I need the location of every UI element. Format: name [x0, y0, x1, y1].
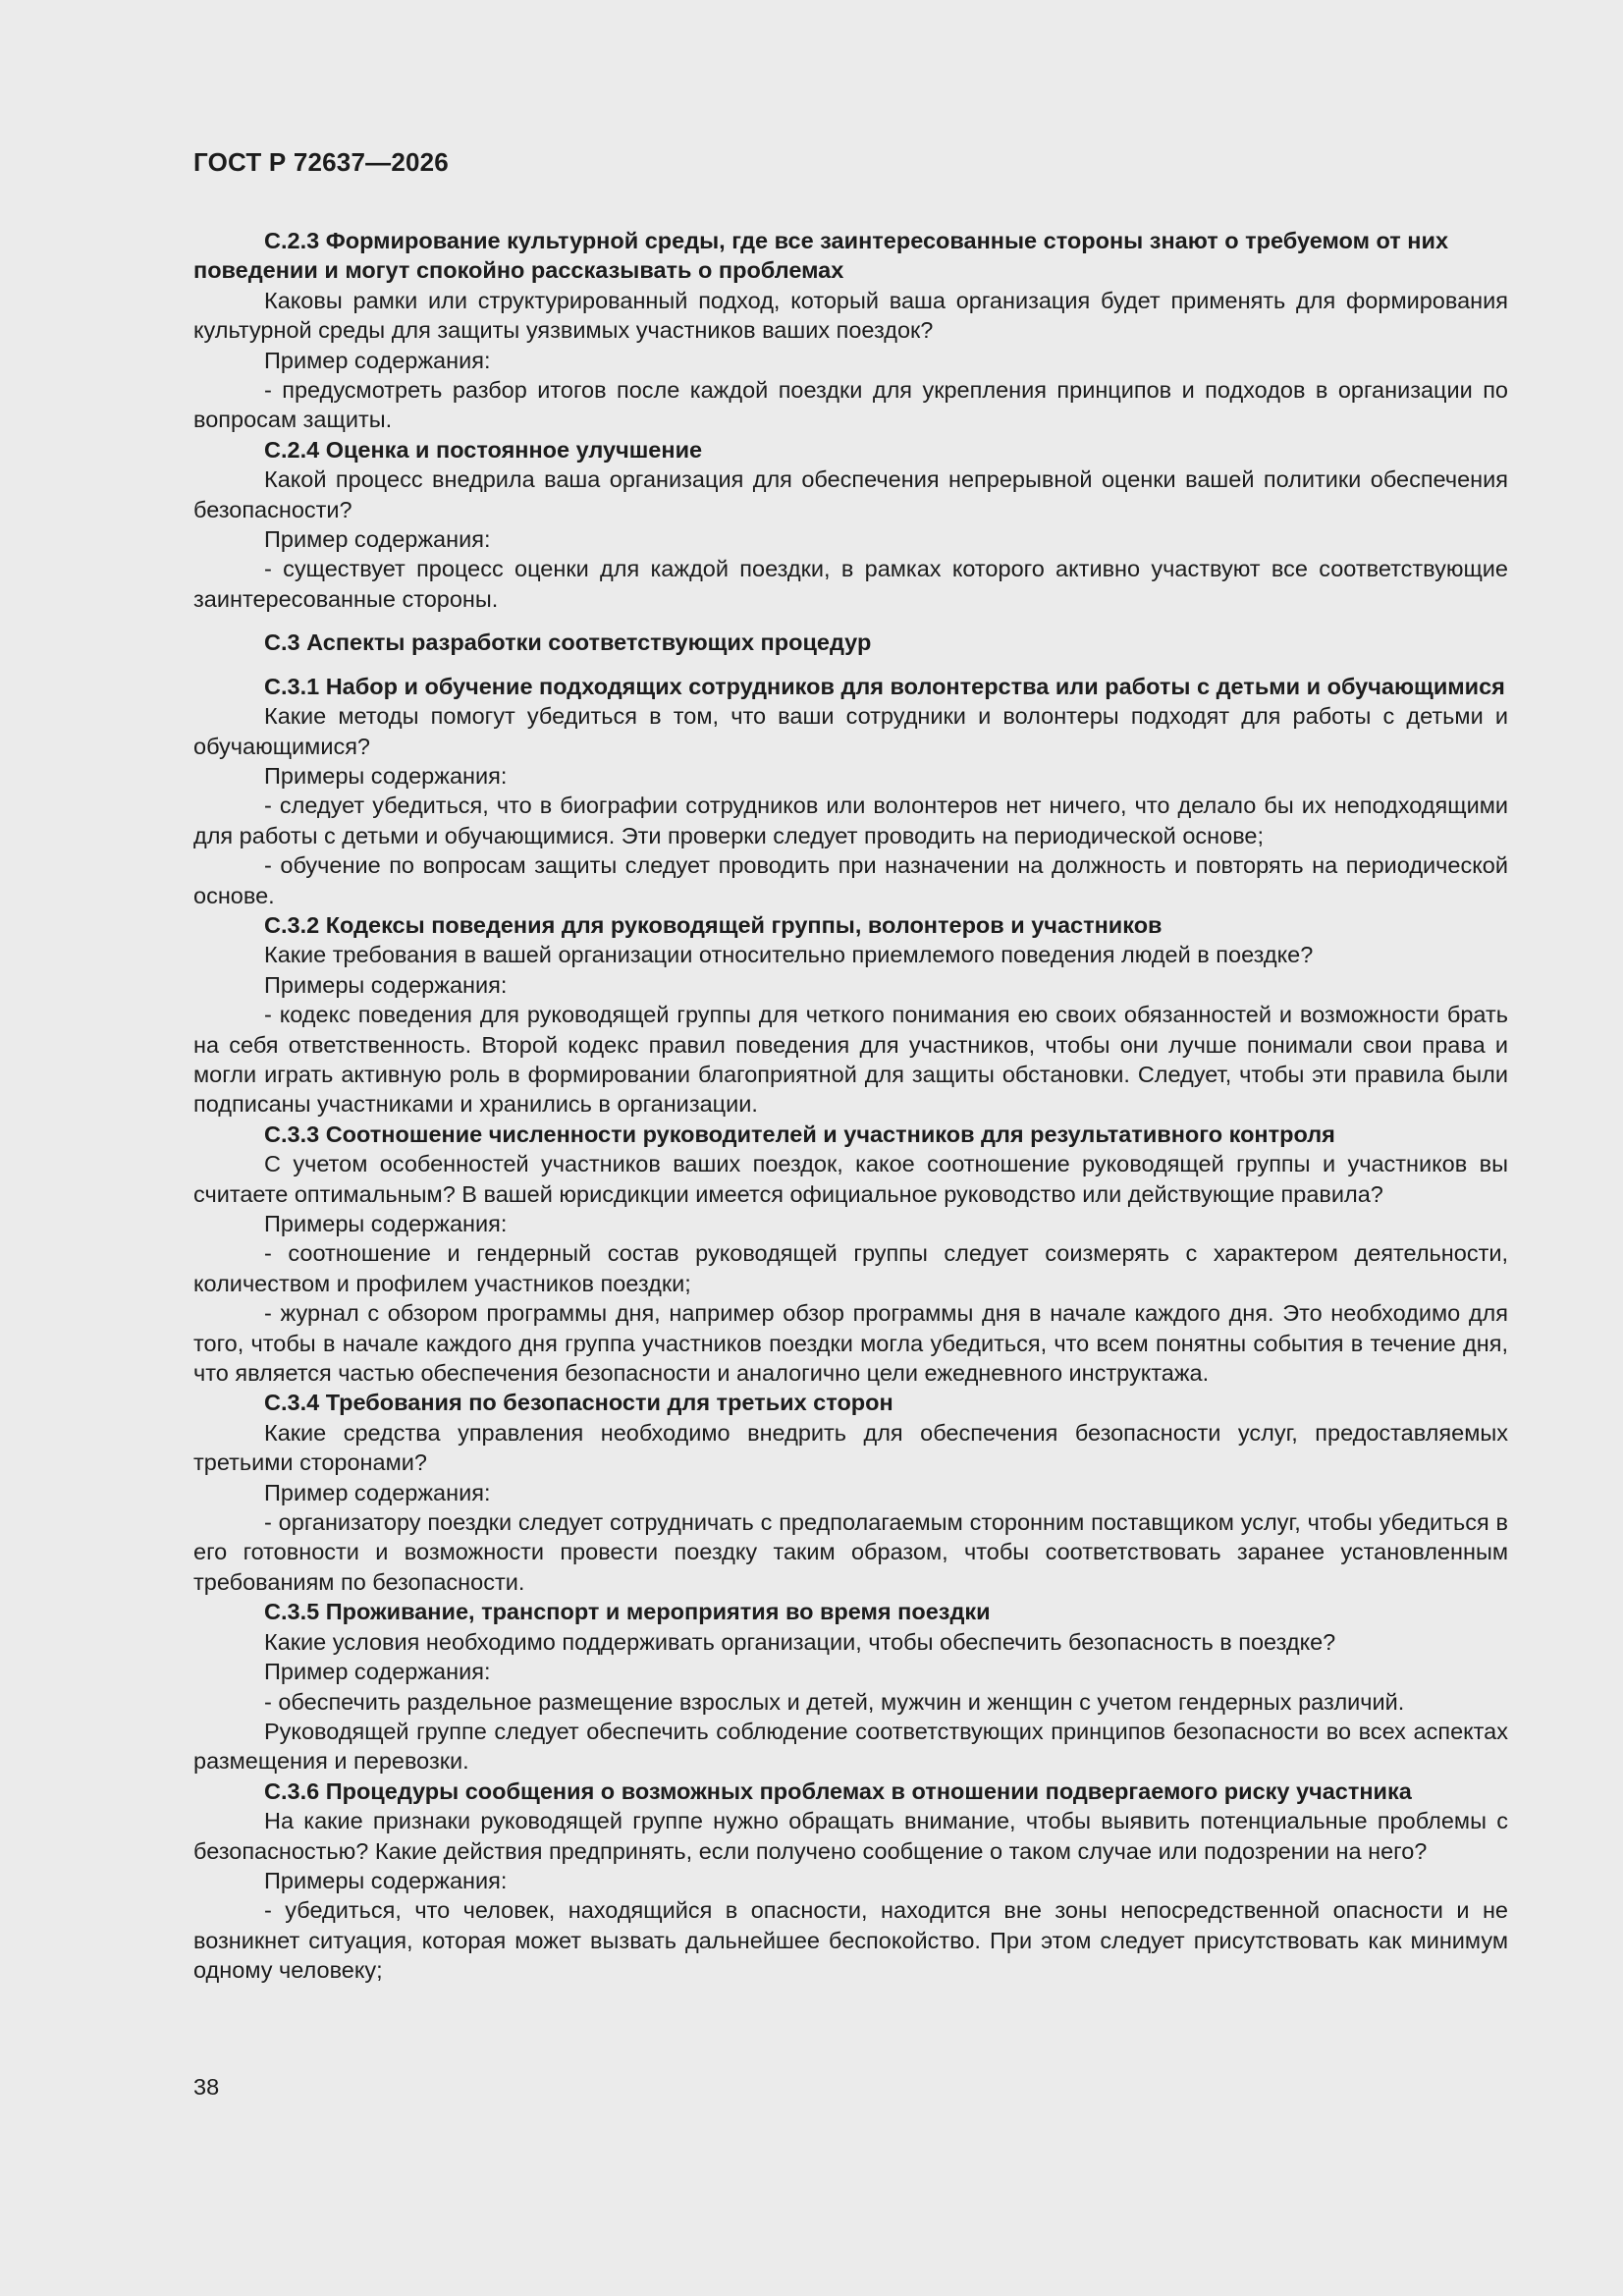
- section-heading: С.2.3 Формирование культурной среды, где все заинтересованные стороны знают о требуемом от них поведении и могут спокойно рассказывать о проблемах: [193, 228, 1449, 284]
- paragraph: Пример содержания:: [264, 1479, 491, 1505]
- paragraph: Примеры содержания:: [264, 1867, 508, 1893]
- paragraph: - обеспечить раздельное размещение взрослых и детей, мужчин и женщин с учетом гендерных различий.: [264, 1688, 1405, 1715]
- paragraph: - убедиться, что человек, находящийся в опасности, находится вне зоны непосредственной опасности и не возникнет ситуация, которая может вызвать дальнейшее беспокойство. При этом следует присутствовать как минимум одному человеку;: [193, 1897, 1508, 1984]
- paragraph: - существует процесс оценки для каждой поездки, в рамках которого активно участвуют все соответствующие заинтересованные стороны.: [193, 556, 1508, 612]
- section-heading: С.2.4 Оценка и постоянное улучшение: [264, 436, 703, 463]
- page-number: 38: [193, 2074, 220, 2100]
- paragraph: На какие признаки руководящей группе нужно обращать внимание, чтобы выявить потенциальные проблемы с безопасностью? Какие действия предпринять, если получено сообщение о таком случае или подозрении на него?: [193, 1808, 1508, 1864]
- document-body: [193, 226, 1508, 1986]
- document-header: ГОСТ Р 72637—2026: [193, 147, 449, 177]
- paragraph: Какие требования в вашей организации относительно приемлемого поведения людей в поездке?: [264, 942, 1314, 968]
- paragraph: - организатору поездки следует сотрудничать с предполагаемым сторонним поставщиком услуг, чтобы убедиться в его готовности и возможности провести поездку таким образом, чтобы соответствовать заранее установленным требованиям по безопасности.: [193, 1509, 1508, 1595]
- paragraph: - журнал с обзором программы дня, например обзор программы дня в начале каждого дня. Это необходимо для того, чтобы в начале каждого дня группа участников поездки могла убедиться, что всем понятны события в течение дня, что является частью обеспечения безопасности и аналогично цели ежедневного инструктажа.: [193, 1300, 1508, 1387]
- section-heading: С.3.2 Кодексы поведения для руководящей группы, волонтеров и участников: [264, 911, 1163, 938]
- section-heading: С.3.4 Требования по безопасности для третьих сторон: [264, 1390, 893, 1416]
- paragraph: Какие средства управления необходимо внедрить для обеспечения безопасности услуг, предоставляемых третьими сторонами?: [193, 1419, 1508, 1476]
- paragraph: Пример содержания:: [264, 1659, 491, 1685]
- paragraph: Какие условия необходимо поддерживать организации, чтобы обеспечить безопасность в поездке?: [264, 1628, 1336, 1655]
- paragraph: С учетом особенностей участников ваших поездок, какое соотношение руководящей группы и участников вы считаете оптимальным? В вашей юрисдикции имеется официальное руководство или действующие правила?: [193, 1151, 1508, 1207]
- paragraph: Какой процесс внедрила ваша организация для обеспечения непрерывной оценки вашей политики обеспечения безопасности?: [193, 466, 1508, 522]
- paragraph: Пример содержания:: [264, 347, 491, 373]
- paragraph: - кодекс поведения для руководящей группы для четкого понимания ею своих обязанностей и возможности брать на себя ответственность. Второй кодекс правил поведения для участников, чтобы они лучше понимали свои права и могли играть активную роль в формировании благоприятной для защиты обстановки. Следует, чтобы эти правила были подписаны участниками и хранились в организации.: [193, 1002, 1508, 1118]
- paragraph: Пример содержания:: [264, 526, 491, 553]
- paragraph: Примеры содержания:: [264, 1211, 508, 1236]
- paragraph: Какие методы помогут убедиться в том, что ваши сотрудники и волонтеры подходят для работы с детьми и обучающимися?: [193, 703, 1508, 759]
- section-heading: С.3.6 Процедуры сообщения о возможных проблемах в отношении подвергаемого риску участника: [264, 1777, 1412, 1804]
- paragraph: - обучение по вопросам защиты следует проводить при назначении на должность и повторять на периодической основе.: [193, 852, 1508, 908]
- section-heading: С.3.1 Набор и обучение подходящих сотрудников для волонтерства или работы с детьми и обучающимися: [264, 673, 1505, 699]
- paragraph: - предусмотреть разбор итогов после каждой поездки для укрепления принципов и подходов в организации по вопросам защиты.: [193, 377, 1508, 433]
- paragraph: Каковы рамки или структурированный подход, который ваша организация будет применять для формирования культурной среды для защиты уязвимых участников ваших поездок?: [193, 287, 1508, 344]
- paragraph: Руководящей группе следует обеспечить соблюдение соответствующих принципов безопасности во всех аспектах размещения и перевозки.: [193, 1718, 1508, 1775]
- paragraph: Примеры содержания:: [264, 762, 508, 789]
- paragraph: Примеры содержания:: [264, 971, 508, 998]
- paragraph: - следует убедиться, что в биографии сотрудников или волонтеров нет ничего, что делало бы их неподходящими для работы с детьми и обучающимися. Эти проверки следует проводить на периодической основе;: [193, 793, 1508, 848]
- section-heading: С.3 Аспекты разработки соответствующих процедур: [264, 629, 872, 656]
- section-heading: С.3.5 Проживание, транспорт и мероприятия во время поездки: [264, 1599, 991, 1625]
- paragraph: - соотношение и гендерный состав руководящей группы следует соизмерять с характером деятельности, количеством и профилем участников поездки;: [193, 1240, 1508, 1296]
- section-heading: С.3.3 Соотношение численности руководителей и участников для результативного контроля: [264, 1121, 1335, 1147]
